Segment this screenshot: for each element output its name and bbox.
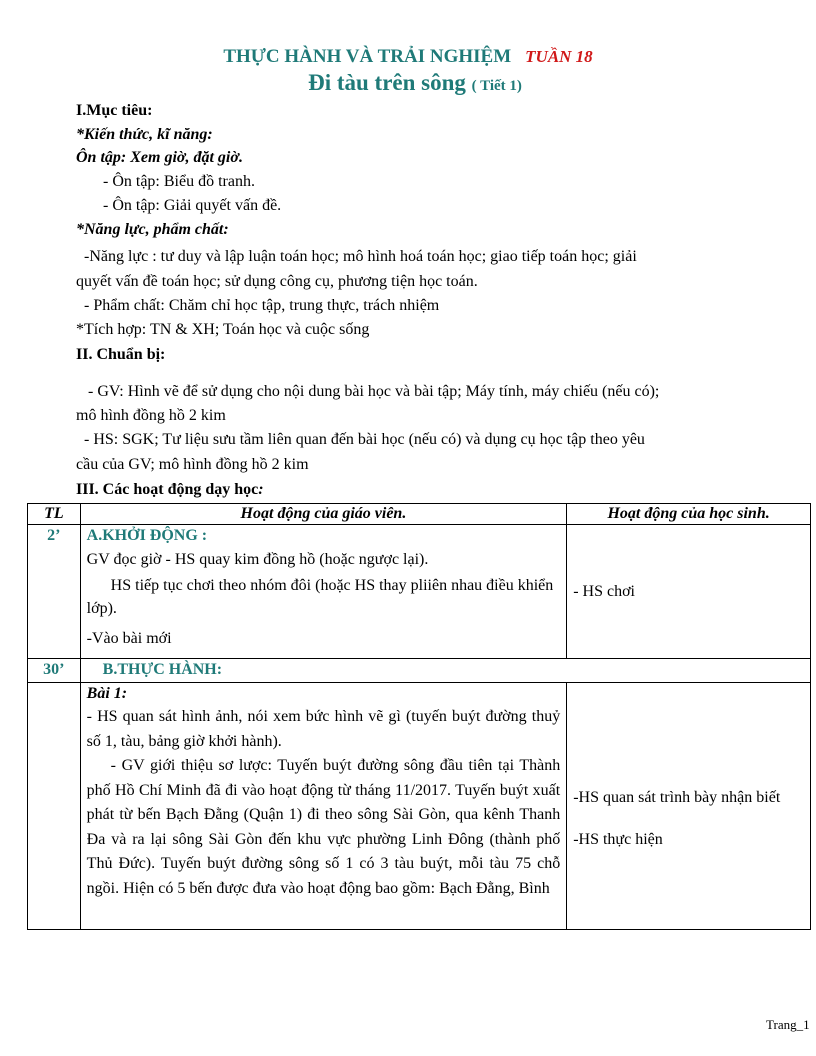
activities-heading-colon: : [258, 481, 264, 498]
week-label: TUẦN 18 [525, 47, 593, 66]
activity-line: -Vào bài mới [86, 630, 172, 647]
review-item: - Ôn tập: Giải quyết vấn đề. [103, 197, 282, 214]
page-number: Trang_1 [766, 1017, 810, 1032]
teacher-cell [80, 683, 567, 930]
preparation-heading: II. Chuẩn bị: [76, 346, 166, 363]
student-activity: -HS quan sát trình bày nhận biết [573, 789, 781, 806]
gv-preparation: - GV: Hình vẽ để sử dụng cho nội dung bài học và bài tập; Máy tính, máy chiếu (nếu có); [88, 383, 660, 400]
knowledge-heading: *Kiến thức, kĩ năng: [76, 126, 213, 143]
objectives-heading: I.Mục tiêu: [76, 102, 153, 119]
lesson-period: ( Tiết 1) [471, 78, 522, 94]
student-activity: -HS thực hiện [573, 831, 663, 848]
integration-line: *Tích hợp: TN & XH; Toán học và cuộc sống [76, 321, 370, 338]
student-cell: - HS chơi [567, 525, 811, 659]
table-header-row [28, 504, 811, 525]
time-cell: 2’ [28, 525, 81, 659]
lesson-name: Đi tàu trên sông [308, 70, 466, 95]
activity-paragraph: - HS quan sát hình ảnh, nói xem bức hình vẽ gì (tuyến buýt đường thuỷ số 1, tàu, bảng giờ khởi hành). [86, 708, 561, 750]
time-cell [28, 683, 81, 930]
subject-title [0, 46, 816, 68]
hs-preparation: cầu của GV; mô hình đồng hồ 2 kim [76, 456, 309, 473]
competence-heading: *Năng lực, phẩm chất: [76, 221, 229, 238]
activity-line: HS tiếp tục chơi theo nhóm đôi (hoặc HS thay pliiên nhau điều khiển lớp). [86, 577, 554, 617]
activities-heading-text: III. Các hoạt động dạy học [76, 481, 259, 498]
activity-line: GV đọc giờ - HS quay kim đồng hồ (hoặc ngược lại). [86, 551, 429, 568]
exercise-title: Bài 1: [86, 685, 128, 702]
review-heading: Ôn tập: Xem giờ, đặt giờ. [76, 149, 243, 166]
gv-preparation: mô hình đồng hồ 2 kim [76, 407, 226, 424]
time-cell: 30’ [28, 659, 81, 683]
hs-preparation: - HS: SGK; Tư liệu sưu tầm liên quan đến bài học (nếu có) và dụng cụ học tập theo yêu [84, 431, 645, 448]
activity-paragraph: - GV giới thiệu sơ lược: Tuyến buýt đường sông đầu tiên tại Thành phố Hồ Chí Minh đã đi vào hoạt động từ tháng 11/2017. Tuyến buýt xuất phát từ bến Bạch Đằng (Quận 1) đi theo sông Sài Gòn, qua kênh Thanh Đa và ra lại sông Sài Gòn đến khu vực phường Linh Đông (thành phố Thủ Đức). Tuyến buýt đường sông số 1 có 3 tàu buýt, mỗi tàu 75 chỗ ngồi. Hiện có 5 bến được đưa vào hoạt động bao gồm: Bạch Đằng, Bình [86, 757, 561, 897]
competence-line: -Năng lực : tư duy và lập luận toán học; mô hình hoá toán học; giao tiếp toán học; giải [84, 248, 637, 265]
table-row [28, 525, 811, 659]
teacher-cell [80, 525, 567, 659]
header-student: Hoạt động của học sinh. [567, 504, 811, 525]
activities-heading [76, 481, 264, 499]
student-cell [567, 683, 811, 930]
quality-line: - Phẩm chất: Chăm chỉ học tập, trung thực, trách nhiệm [84, 297, 440, 314]
section-title: B.THỰC HÀNH: [80, 659, 810, 683]
review-item: - Ôn tập: Biểu đồ tranh. [103, 173, 255, 190]
subject-name: THỰC HÀNH VÀ TRẢI NGHIỆM [223, 46, 512, 67]
table-row [28, 683, 811, 930]
lesson-title [0, 70, 816, 96]
table-row [28, 659, 811, 683]
header-teacher: Hoạt động của giáo viên. [80, 504, 567, 525]
section-title: A.KHỞI ĐỘNG : [86, 527, 208, 544]
competence-line: quyết vấn đề toán học; sử dụng công cụ, phương tiện học toán. [76, 273, 478, 290]
lesson-plan-table [27, 503, 811, 930]
header-time: TL [28, 504, 81, 525]
